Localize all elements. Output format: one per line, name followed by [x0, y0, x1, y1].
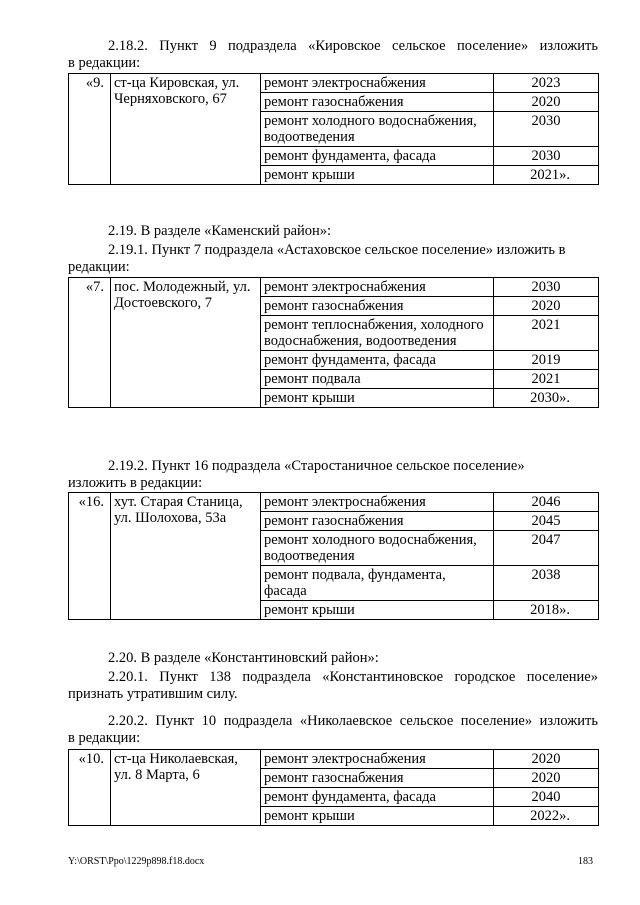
work-cell: ремонт подвала, фундамента, фасада [261, 566, 494, 601]
work-cell: ремонт электроснабжения [261, 750, 494, 769]
table-nikolaevskoe [68, 749, 599, 826]
paragraph-2-19-1 [68, 242, 598, 276]
work-cell: ремонт газоснабжения [261, 93, 494, 112]
footer-file-path: Y:\ORST\Ppo\1229p898.f18.docx [68, 856, 205, 867]
paragraph-line: в редакции: [68, 55, 141, 71]
paragraph-line: 2.20.2. Пункт 10 подраздела «Николаевское сельское поселение» изложить [108, 713, 598, 729]
paragraph-line: изложить в редакции: [68, 475, 203, 491]
table-kirovskoe [68, 73, 599, 185]
address-cell: хут. Старая Станица, ул. Шолохова, 53а [111, 493, 261, 620]
work-cell: ремонт фундамента, фасада [261, 351, 494, 370]
item-number: «9. [69, 74, 111, 185]
year-cell: 2018». [494, 601, 599, 620]
work-cell: ремонт крыши [261, 389, 494, 408]
work-cell: ремонт фундамента, фасада [261, 147, 494, 166]
work-cell: ремонт крыши [261, 807, 494, 826]
work-cell: ремонт электроснабжения [261, 74, 494, 93]
year-cell: 2030 [494, 112, 599, 147]
year-cell: 2030 [494, 147, 599, 166]
paragraph-line: в редакции: [68, 730, 141, 746]
table-row [69, 74, 599, 93]
year-cell: 2047 [494, 531, 599, 566]
work-cell: ремонт газоснабжения [261, 512, 494, 531]
table-row [69, 750, 599, 769]
work-cell: ремонт газоснабжения [261, 769, 494, 788]
paragraph-line: 2.18.2. Пункт 9 подраздела «Кировское сельское поселение» изложить [108, 38, 598, 54]
work-cell: ремонт крыши [261, 601, 494, 620]
year-cell: 2021 [494, 316, 599, 351]
footer-page-number: 183 [578, 856, 593, 867]
work-cell: ремонт электроснабжения [261, 278, 494, 297]
paragraph-line: 2.19.1. Пункт 7 подраздела «Астаховское сельское поселение» изложить в [108, 242, 566, 258]
work-cell: ремонт электроснабжения [261, 493, 494, 512]
paragraph-line: 2.19. В разделе «Каменский район»: [108, 223, 332, 239]
table-astakhovskoe [68, 277, 599, 408]
address-cell: пос. Молодежный, ул. Достоевского, 7 [111, 278, 261, 408]
paragraph-2-20-2 [68, 713, 598, 747]
paragraph-2-20-1 [68, 669, 598, 703]
item-number: «16. [69, 493, 111, 620]
table-row [69, 278, 599, 297]
paragraph-line: признать утратившим силу. [68, 686, 238, 702]
paragraph-2-19 [68, 223, 598, 240]
address-cell: ст-ца Николаевская, ул. 8 Марта, 6 [111, 750, 261, 826]
work-cell: ремонт теплоснабжения, холодного водоснабжения, водоотведения [261, 316, 494, 351]
year-cell: 2030 [494, 278, 599, 297]
table-row [69, 493, 599, 512]
year-cell: 2021». [494, 166, 599, 185]
work-cell: ремонт фундамента, фасада [261, 788, 494, 807]
year-cell: 2020 [494, 297, 599, 316]
year-cell: 2019 [494, 351, 599, 370]
year-cell: 2045 [494, 512, 599, 531]
year-cell: 2021 [494, 370, 599, 389]
work-cell: ремонт холодного водоснабжения, водоотведения [261, 112, 494, 147]
paragraph-line: редакции: [68, 259, 130, 275]
paragraph-line: 2.20. В разделе «Константиновский район»: [108, 650, 379, 666]
paragraph-2-18-2 [68, 38, 598, 72]
year-cell: 2046 [494, 493, 599, 512]
table-starostanichnoe [68, 492, 599, 620]
work-cell: ремонт холодного водоснабжения, водоотведения [261, 531, 494, 566]
paragraph-line: 2.19.2. Пункт 16 подраздела «Старостаничное сельское поселение» [108, 458, 525, 474]
year-cell: 2023 [494, 74, 599, 93]
address-cell: ст-ца Кировская, ул. Черняховского, 67 [111, 74, 261, 185]
paragraph-2-20 [68, 650, 598, 667]
work-cell: ремонт подвала [261, 370, 494, 389]
year-cell: 2022». [494, 807, 599, 826]
work-cell: ремонт газоснабжения [261, 297, 494, 316]
paragraph-2-19-2 [68, 458, 598, 492]
year-cell: 2020 [494, 750, 599, 769]
year-cell: 2030». [494, 389, 599, 408]
item-number: «10. [69, 750, 111, 826]
year-cell: 2040 [494, 788, 599, 807]
paragraph-line: 2.20.1. Пункт 138 подраздела «Константиновское городское поселение» [108, 669, 598, 685]
item-number: «7. [69, 278, 111, 408]
work-cell: ремонт крыши [261, 166, 494, 185]
year-cell: 2020 [494, 769, 599, 788]
year-cell: 2020 [494, 93, 599, 112]
year-cell: 2038 [494, 566, 599, 601]
